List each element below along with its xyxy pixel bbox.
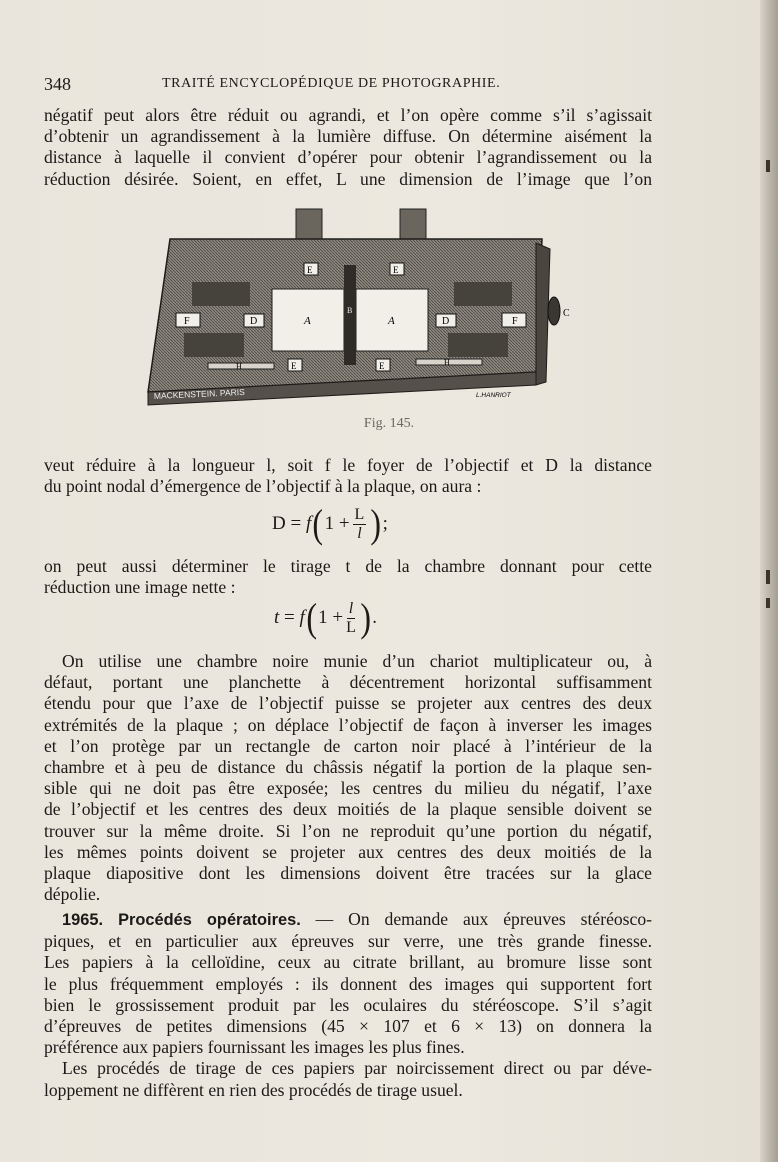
text-line: étendu pour que l’axe de l’objectif puisse se projeter aux centres des deux: [44, 693, 652, 714]
text-line: veut réduire à la longueur l, soit f le foyer de l’objectif et D la distance: [44, 455, 652, 475]
formula-f: f: [305, 513, 312, 534]
label-f-left: F: [184, 316, 190, 327]
fraction-numerator: L: [354, 505, 365, 523]
label-h-right: H: [444, 358, 450, 367]
text-line: sible qui ne doit pas être exposée; les centres du milieu du négatif, l’axe: [44, 778, 652, 799]
text-line: dépolie.: [44, 884, 101, 905]
text-line: les mêmes points doivent se projeter aux centres des deux moitiés de la: [44, 841, 652, 862]
label-e: E: [379, 361, 385, 371]
fraction-numerator: l: [348, 599, 354, 617]
formula-lhs: t: [274, 607, 280, 628]
paren-open: (: [306, 595, 317, 640]
running-title: TRAITÉ ENCYCLOPÉDIQUE DE PHOTOGRAPHIE.: [162, 76, 501, 91]
paren-open: (: [312, 501, 324, 546]
text-line: bien le grossissement produit par les oculaires du stéréoscope. S’il s’agit: [44, 994, 652, 1015]
label-d-right: D: [442, 316, 450, 327]
fraction-denominator: L: [346, 618, 356, 636]
text-line: [44, 909, 652, 931]
text-line: piques, et en particulier aux épreuves sur verre, une très grande finesse.: [44, 931, 652, 952]
label-b: B: [347, 306, 353, 315]
text-run: On utilise une chambre noire munie d’un chariot multiplicateur ou, à: [62, 651, 652, 671]
body-paragraph: [44, 651, 652, 905]
paren-close: ): [360, 595, 371, 640]
label-e: E: [291, 361, 297, 371]
figure-engraving: [140, 207, 580, 407]
center-rail: [344, 265, 356, 365]
text-line: plaque diapositive dont les dimensions doivent être tracées sur la glace: [44, 863, 652, 884]
formula-f: f: [299, 607, 305, 628]
text-line: extrémités de la plaque ; on déplace l’objectif de façon à inverser les images: [44, 714, 652, 735]
label-d-left: D: [250, 316, 258, 327]
text-line: chambre et à peu de distance du châssis négatif la portion de la plaque sen-: [44, 757, 652, 778]
text-line: [44, 1058, 652, 1079]
page-header: [44, 74, 652, 96]
text-line: on peut aussi déterminer le tirage t de la chambre donnant pour cette: [44, 556, 652, 576]
text-line: distance à laquelle il convient d’opérer pour obtenir l’agrandissement ou la: [44, 147, 652, 168]
knob: [548, 297, 560, 325]
label-h-left: H: [236, 362, 242, 371]
spine-mark: [766, 598, 770, 608]
page-number: 348: [44, 74, 71, 94]
text-line: [44, 651, 652, 672]
formula-end: ;: [382, 513, 388, 534]
formula-lhs: D: [272, 513, 286, 534]
text-run: Les procédés de tirage de ces papiers par noircissement direct ou par déve-: [62, 1058, 652, 1079]
formula-eq: =: [284, 607, 295, 628]
section-heading: 1965. Procédés opératoires.: [62, 911, 301, 929]
text-line: réduction une image nette :: [44, 577, 236, 598]
text-line: loppement ne diffèrent en rien des procédés de tirage usuel.: [44, 1079, 463, 1100]
formula-tirage: [274, 595, 377, 640]
formula-one: 1: [318, 607, 328, 628]
formula-end: .: [372, 607, 377, 628]
spine-mark: [766, 570, 770, 584]
formula-plus: +: [332, 607, 344, 628]
text-line: du point nodal d’émergence de l’objectif à la plaque, on aura :: [44, 476, 482, 497]
maker-stamp: MACKENSTEIN. PARIS: [153, 386, 245, 401]
text-line: défaut, portant une planchette à décentrement horizontal suffisamment: [44, 672, 652, 693]
formula-plus: +: [338, 513, 350, 534]
recess-panel: [192, 282, 250, 306]
text-line: négatif peut alors être réduit ou agrandi, et l’on opère comme s’il s’agissait: [44, 105, 652, 125]
figure-caption: Fig. 145.: [363, 416, 415, 431]
book-spine: [760, 0, 778, 1162]
text-line: Les papiers à la celloïdine, ceux au citrate brillant, au bromure lisse sont: [44, 952, 652, 973]
fraction: [346, 600, 356, 637]
label-f-right: F: [512, 316, 518, 327]
text-run: — On demande aux épreuves stéréosco-: [300, 909, 652, 929]
recess-panel: [448, 333, 508, 357]
text-line: réduction désirée. Soient, en effet, L une dimension de l’image que l’on: [44, 168, 652, 189]
label-e: E: [393, 265, 399, 275]
formula-one: 1: [324, 513, 335, 534]
text-line: trouver sur la même droite. Si l’on ne reproduit qu’une portion du négatif,: [44, 820, 652, 841]
recess-panel: [184, 333, 244, 357]
text-line: d’épreuves de petites dimensions (45 × 107 et 6 × 13) on donnera la: [44, 1016, 652, 1037]
text-line: préférence aux papiers fournissant les images les plus fines.: [44, 1037, 465, 1058]
label-a-right: A: [388, 315, 395, 327]
engraver-signature: L.HANRIOT: [476, 392, 511, 399]
formula-eq: =: [290, 513, 302, 534]
spine-mark: [766, 160, 770, 172]
tirage-paragraph: [44, 556, 652, 598]
label-e: E: [307, 265, 313, 275]
recess-panel: [454, 282, 512, 306]
label-a-left: A: [304, 315, 311, 327]
text-line: le plus fréquemment employés : ils donnent des images qui supportent fort: [44, 973, 652, 994]
section-1965: [44, 909, 652, 1101]
paren-close: ): [370, 501, 382, 546]
text-line: et l’on protège par un rectangle de carton noir placé à l’intérieur de la: [44, 735, 652, 756]
middle-paragraph: [44, 455, 652, 497]
intro-paragraph: [44, 105, 652, 190]
fraction: [353, 506, 367, 543]
text-line: de l’objectif et les centres des deux moitiés de la plaque sensible doivent se: [44, 799, 652, 820]
text-line: d’obtenir un agrandissement à la lumière diffuse. On détermine aisément la: [44, 126, 652, 147]
fraction-denominator: l: [357, 524, 362, 542]
formula-distance: [272, 501, 388, 546]
label-c: C: [563, 308, 570, 319]
